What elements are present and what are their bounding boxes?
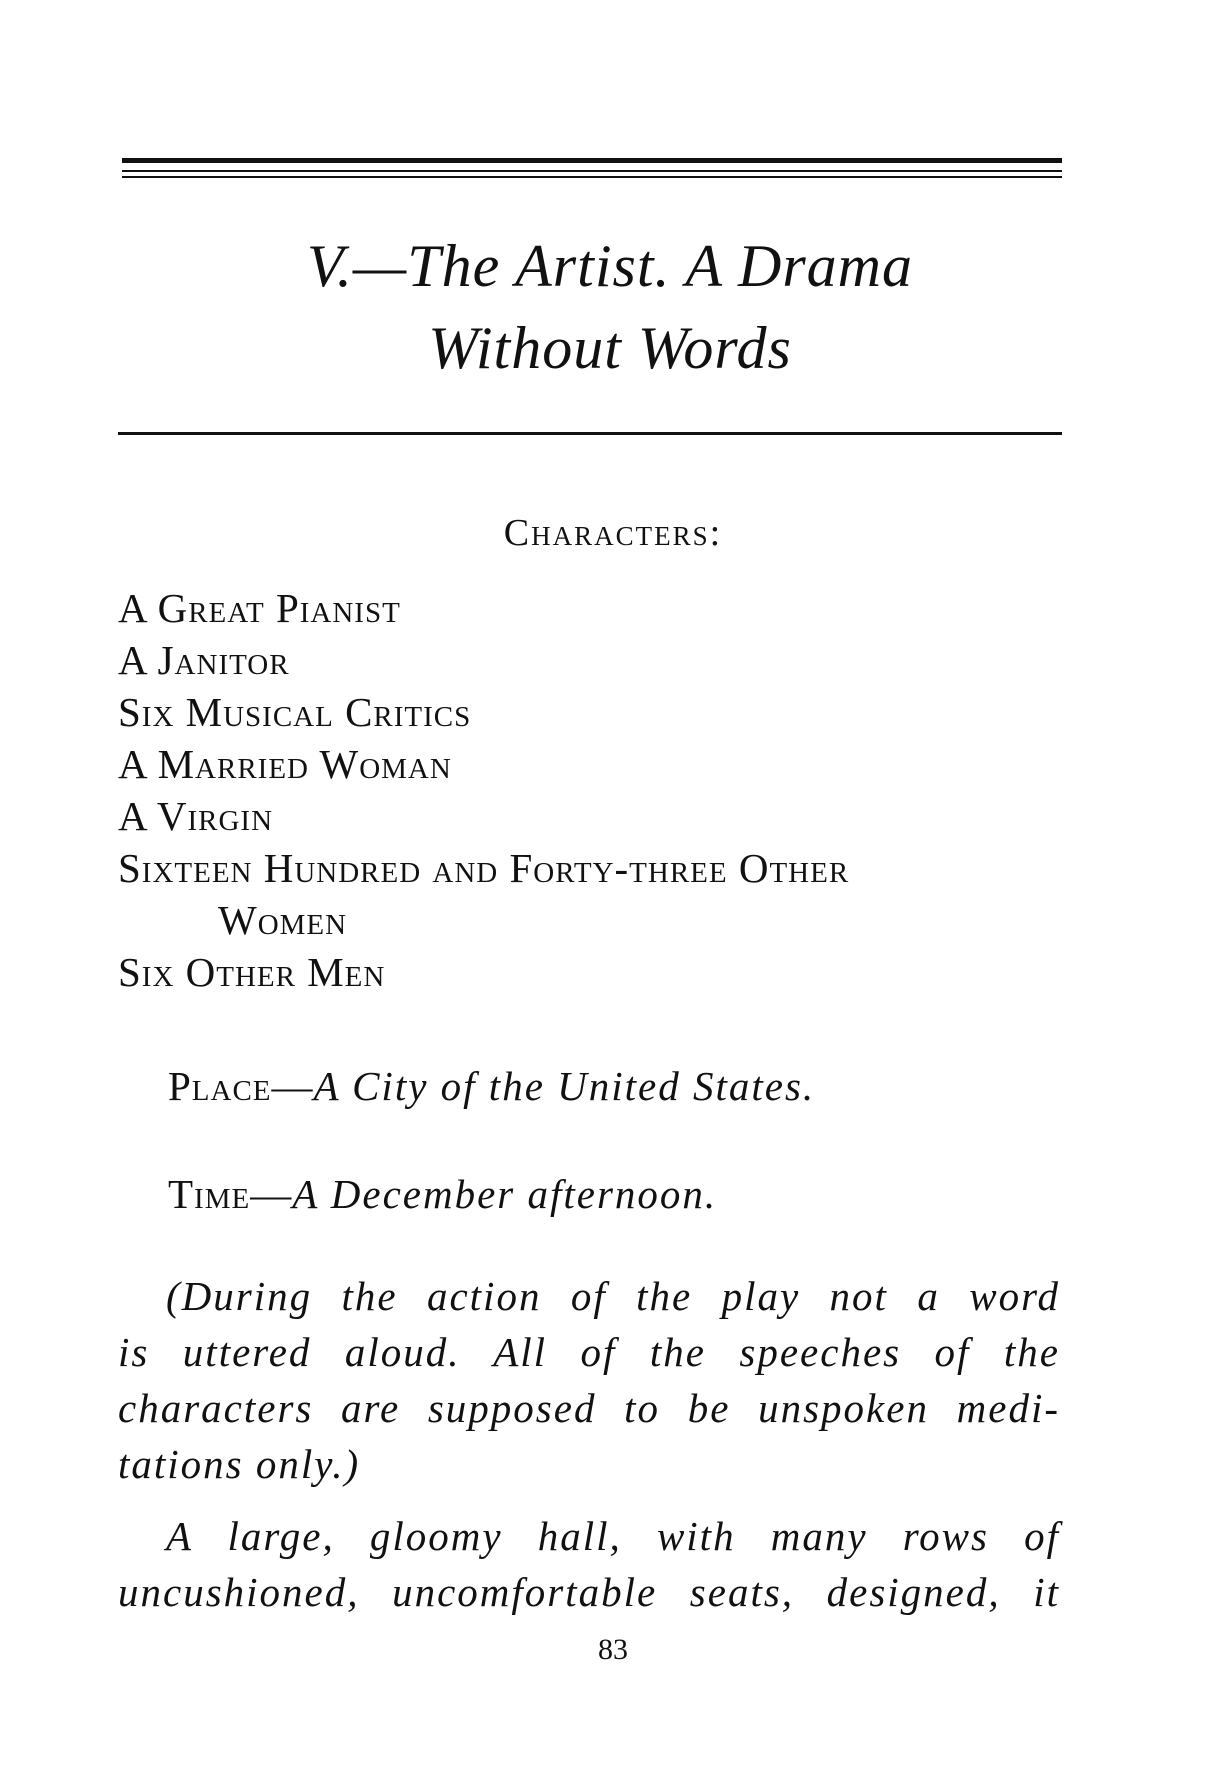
cast-item: Sixteen Hundred and Forty-three Other <box>118 845 850 891</box>
time-value: A December afternoon. <box>292 1171 718 1217</box>
cast-item: Six Other Men <box>118 949 386 995</box>
stage-note-line: is uttered aloud. All of the speeches of the <box>118 1329 1060 1375</box>
description-line: uncushioned, uncomfortable seats, designed, it <box>118 1569 1060 1615</box>
title-divider-rule <box>118 432 1062 435</box>
page-number: 83 <box>598 1633 628 1666</box>
chapter-title-line-1: V.—The Artist. A Drama <box>306 233 914 299</box>
cast-item: A Great Pianist <box>118 585 401 631</box>
top-rule-thick <box>122 158 1062 163</box>
cast-item: Six Musical Critics <box>118 689 472 735</box>
place-label: Place— <box>168 1063 314 1109</box>
stage-note-line: characters are supposed to be unspoken medi- <box>118 1385 1060 1431</box>
stage-note-line: tations only.) <box>118 1441 361 1487</box>
top-rule-thin-lower <box>122 176 1062 178</box>
cast-item-continued: Women <box>218 897 348 943</box>
description-paragraph <box>118 1508 1060 1620</box>
cast-item: A Married Woman <box>118 741 452 787</box>
cast-item: A Janitor <box>118 637 290 683</box>
stage-note-line: (During the action of the play not a word <box>166 1273 1060 1319</box>
top-rule-thin <box>122 170 1062 172</box>
place-value: A City of the United States. <box>313 1063 816 1109</box>
characters-heading: Characters: <box>503 512 723 554</box>
time-line <box>168 1168 717 1220</box>
time-label: Time— <box>168 1171 293 1217</box>
description-line: A large, gloomy hall, with many rows of <box>166 1513 1060 1559</box>
cast-item: A Virgin <box>118 793 274 839</box>
chapter-title-line-2: Without Words <box>428 315 792 381</box>
stage-note-paragraph <box>118 1268 1060 1492</box>
place-line <box>168 1060 815 1112</box>
